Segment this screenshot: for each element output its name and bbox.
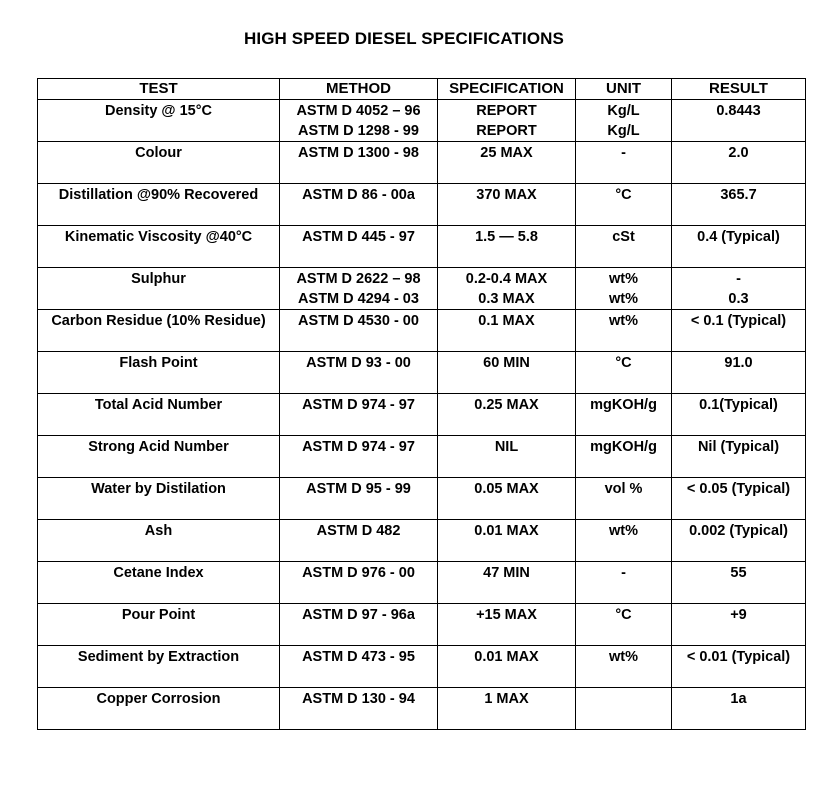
cell-specification-line: 0.1 MAX — [478, 313, 535, 329]
table-body — [38, 100, 806, 730]
table-row — [38, 478, 806, 520]
header-unit: UNIT — [576, 79, 672, 100]
header-specification: SPECIFICATION — [438, 79, 576, 100]
cell-method-line: ASTM D 93 - 00 — [306, 355, 411, 371]
cell-unit-line: - — [621, 145, 626, 161]
cell-result — [672, 646, 806, 688]
cell-specification-line: NIL — [494, 439, 519, 455]
cell-result — [672, 310, 806, 352]
cell-method — [280, 268, 438, 310]
cell-method — [280, 562, 438, 604]
cell-result-line: 1a — [730, 691, 747, 707]
cell-unit — [576, 100, 672, 142]
cell-result-line: 0.1(Typical) — [699, 397, 778, 413]
cell-specification-line: 0.05 MAX — [474, 481, 539, 497]
cell-method-line: ASTM D 974 - 97 — [302, 397, 415, 413]
cell-result — [672, 352, 806, 394]
cell-result — [672, 268, 806, 310]
cell-specification-line: 47 MIN — [483, 565, 530, 581]
cell-specification — [438, 562, 576, 604]
cell-method — [280, 142, 438, 184]
cell-method — [280, 184, 438, 226]
cell-unit — [576, 478, 672, 520]
cell-unit — [576, 310, 672, 352]
cell-unit-line: wt% — [609, 291, 638, 307]
cell-result — [672, 688, 806, 730]
cell-method-line: ASTM D 482 — [316, 523, 401, 539]
cell-unit-line: wt% — [609, 523, 638, 539]
cell-specification-line: 1.5 — 5.8 — [475, 229, 538, 245]
cell-specification-line: 25 MAX — [480, 145, 533, 161]
cell-test: Kinematic Viscosity @40°C — [38, 226, 280, 268]
table-row — [38, 226, 806, 268]
cell-unit — [576, 226, 672, 268]
cell-method — [280, 646, 438, 688]
cell-method-line: ASTM D 976 - 00 — [302, 565, 415, 581]
header-test: TEST — [38, 79, 280, 100]
cell-unit — [576, 142, 672, 184]
cell-method — [280, 478, 438, 520]
table-row — [38, 184, 806, 226]
cell-test: Cetane Index — [38, 562, 280, 604]
cell-result-line: 2.0 — [728, 145, 749, 161]
table-row — [38, 562, 806, 604]
cell-unit-line: °C — [615, 607, 632, 623]
cell-result-line: 91.0 — [724, 355, 753, 371]
cell-unit-line: wt% — [609, 649, 638, 665]
cell-specification — [438, 310, 576, 352]
cell-unit-line: mgKOH/g — [590, 397, 657, 413]
cell-test: Copper Corrosion — [38, 688, 280, 730]
cell-unit — [576, 268, 672, 310]
cell-test: Colour — [38, 142, 280, 184]
cell-specification-line: 0.2-0.4 MAX — [465, 271, 548, 287]
cell-result-line: < 0.05 (Typical) — [686, 481, 791, 497]
cell-method — [280, 310, 438, 352]
cell-method-line: ASTM D 445 - 97 — [302, 229, 415, 245]
cell-specification — [438, 352, 576, 394]
table-row — [38, 310, 806, 352]
cell-method-line: ASTM D 1300 - 98 — [298, 145, 419, 161]
cell-method — [280, 520, 438, 562]
table-row — [38, 688, 806, 730]
cell-test: Sediment by Extraction — [38, 646, 280, 688]
header-method: METHOD — [280, 79, 438, 100]
cell-result-line: < 0.1 (Typical) — [690, 313, 787, 329]
cell-specification-line: 1 MAX — [484, 691, 529, 707]
cell-unit-line: wt% — [609, 271, 638, 287]
cell-specification — [438, 520, 576, 562]
table-row — [38, 100, 806, 142]
cell-method-line: ASTM D 97 - 96a — [302, 607, 415, 623]
cell-method — [280, 352, 438, 394]
cell-specification — [438, 184, 576, 226]
cell-specification-line: 0.01 MAX — [474, 523, 539, 539]
cell-test: Ash — [38, 520, 280, 562]
cell-unit-line: Kg/L — [607, 103, 640, 119]
cell-test: Strong Acid Number — [38, 436, 280, 478]
cell-result-line: 55 — [730, 565, 747, 581]
cell-specification — [438, 436, 576, 478]
cell-unit — [576, 646, 672, 688]
table-header-row — [38, 79, 806, 100]
page-title: HIGH SPEED DIESEL SPECIFICATIONS — [244, 29, 564, 48]
cell-result — [672, 226, 806, 268]
cell-result — [672, 520, 806, 562]
cell-unit-line: cSt — [612, 229, 635, 245]
cell-unit-line: vol % — [604, 481, 643, 497]
cell-result-line: 365.7 — [720, 187, 757, 203]
cell-specification — [438, 226, 576, 268]
cell-method — [280, 604, 438, 646]
cell-method-line: ASTM D 4294 - 03 — [298, 291, 419, 307]
cell-method-line: ASTM D 974 - 97 — [302, 439, 415, 455]
cell-unit-line: °C — [615, 355, 632, 371]
cell-specification-line: 0.25 MAX — [474, 397, 539, 413]
spec-table — [37, 78, 806, 730]
cell-result — [672, 142, 806, 184]
cell-unit — [576, 688, 672, 730]
cell-method — [280, 394, 438, 436]
cell-specification-line: 0.3 MAX — [478, 291, 535, 307]
cell-specification — [438, 100, 576, 142]
cell-result-line: 0.3 — [728, 291, 749, 307]
cell-method-line: ASTM D 1298 - 99 — [298, 123, 419, 139]
cell-test: Density @ 15°C — [38, 100, 280, 142]
cell-specification — [438, 142, 576, 184]
cell-result — [672, 436, 806, 478]
cell-result-line: +9 — [730, 607, 747, 623]
cell-test: Distillation @90% Recovered — [38, 184, 280, 226]
cell-method-line: ASTM D 95 - 99 — [306, 481, 411, 497]
table-row — [38, 436, 806, 478]
table-row — [38, 352, 806, 394]
cell-specification-line: REPORT — [476, 123, 537, 139]
cell-method-line: ASTM D 86 - 00a — [302, 187, 415, 203]
cell-result — [672, 604, 806, 646]
cell-result — [672, 394, 806, 436]
cell-result — [672, 184, 806, 226]
table-row — [38, 520, 806, 562]
cell-specification-line: REPORT — [476, 103, 537, 119]
cell-test: Carbon Residue (10% Residue) — [38, 310, 280, 352]
cell-result-line: 0.4 (Typical) — [697, 229, 780, 245]
cell-specification — [438, 688, 576, 730]
cell-unit-line: wt% — [609, 313, 638, 329]
cell-specification — [438, 478, 576, 520]
cell-result — [672, 478, 806, 520]
cell-unit — [576, 436, 672, 478]
cell-unit — [576, 184, 672, 226]
cell-specification — [438, 268, 576, 310]
cell-result-line: < 0.01 (Typical) — [686, 649, 791, 665]
cell-test: Total Acid Number — [38, 394, 280, 436]
cell-method — [280, 226, 438, 268]
cell-unit — [576, 520, 672, 562]
cell-method-line: ASTM D 4530 - 00 — [298, 313, 419, 329]
cell-result — [672, 100, 806, 142]
cell-method — [280, 436, 438, 478]
cell-method — [280, 100, 438, 142]
cell-test: Water by Distilation — [38, 478, 280, 520]
cell-method — [280, 688, 438, 730]
cell-unit-line: Kg/L — [607, 123, 640, 139]
cell-result-line: 0.002 (Typical) — [689, 523, 788, 539]
cell-method-line: ASTM D 130 - 94 — [302, 691, 415, 707]
cell-unit — [576, 604, 672, 646]
header-result: RESULT — [672, 79, 806, 100]
cell-specification — [438, 394, 576, 436]
cell-test: Sulphur — [38, 268, 280, 310]
cell-specification-line: 0.01 MAX — [474, 649, 539, 665]
cell-result-line: 0.8443 — [716, 103, 761, 119]
cell-result-line: Nil (Typical) — [697, 439, 780, 455]
cell-method-line: ASTM D 473 - 95 — [302, 649, 415, 665]
cell-method-line: ASTM D 4052 – 96 — [296, 103, 421, 119]
cell-result — [672, 562, 806, 604]
cell-specification — [438, 604, 576, 646]
cell-unit — [576, 562, 672, 604]
cell-specification-line: 370 MAX — [476, 187, 537, 203]
cell-unit-line: - — [621, 565, 626, 581]
cell-result-line: - — [736, 271, 741, 287]
table-row — [38, 268, 806, 310]
cell-method-line: ASTM D 2622 – 98 — [296, 271, 421, 287]
cell-test: Pour Point — [38, 604, 280, 646]
cell-specification-line: +15 MAX — [476, 607, 537, 623]
cell-specification — [438, 646, 576, 688]
table-row — [38, 604, 806, 646]
table-row — [38, 142, 806, 184]
cell-unit — [576, 352, 672, 394]
table-row — [38, 646, 806, 688]
cell-test: Flash Point — [38, 352, 280, 394]
table-row — [38, 394, 806, 436]
cell-unit — [576, 394, 672, 436]
cell-specification-line: 60 MIN — [483, 355, 530, 371]
cell-unit-line: °C — [615, 187, 632, 203]
cell-unit-line: mgKOH/g — [590, 439, 657, 455]
